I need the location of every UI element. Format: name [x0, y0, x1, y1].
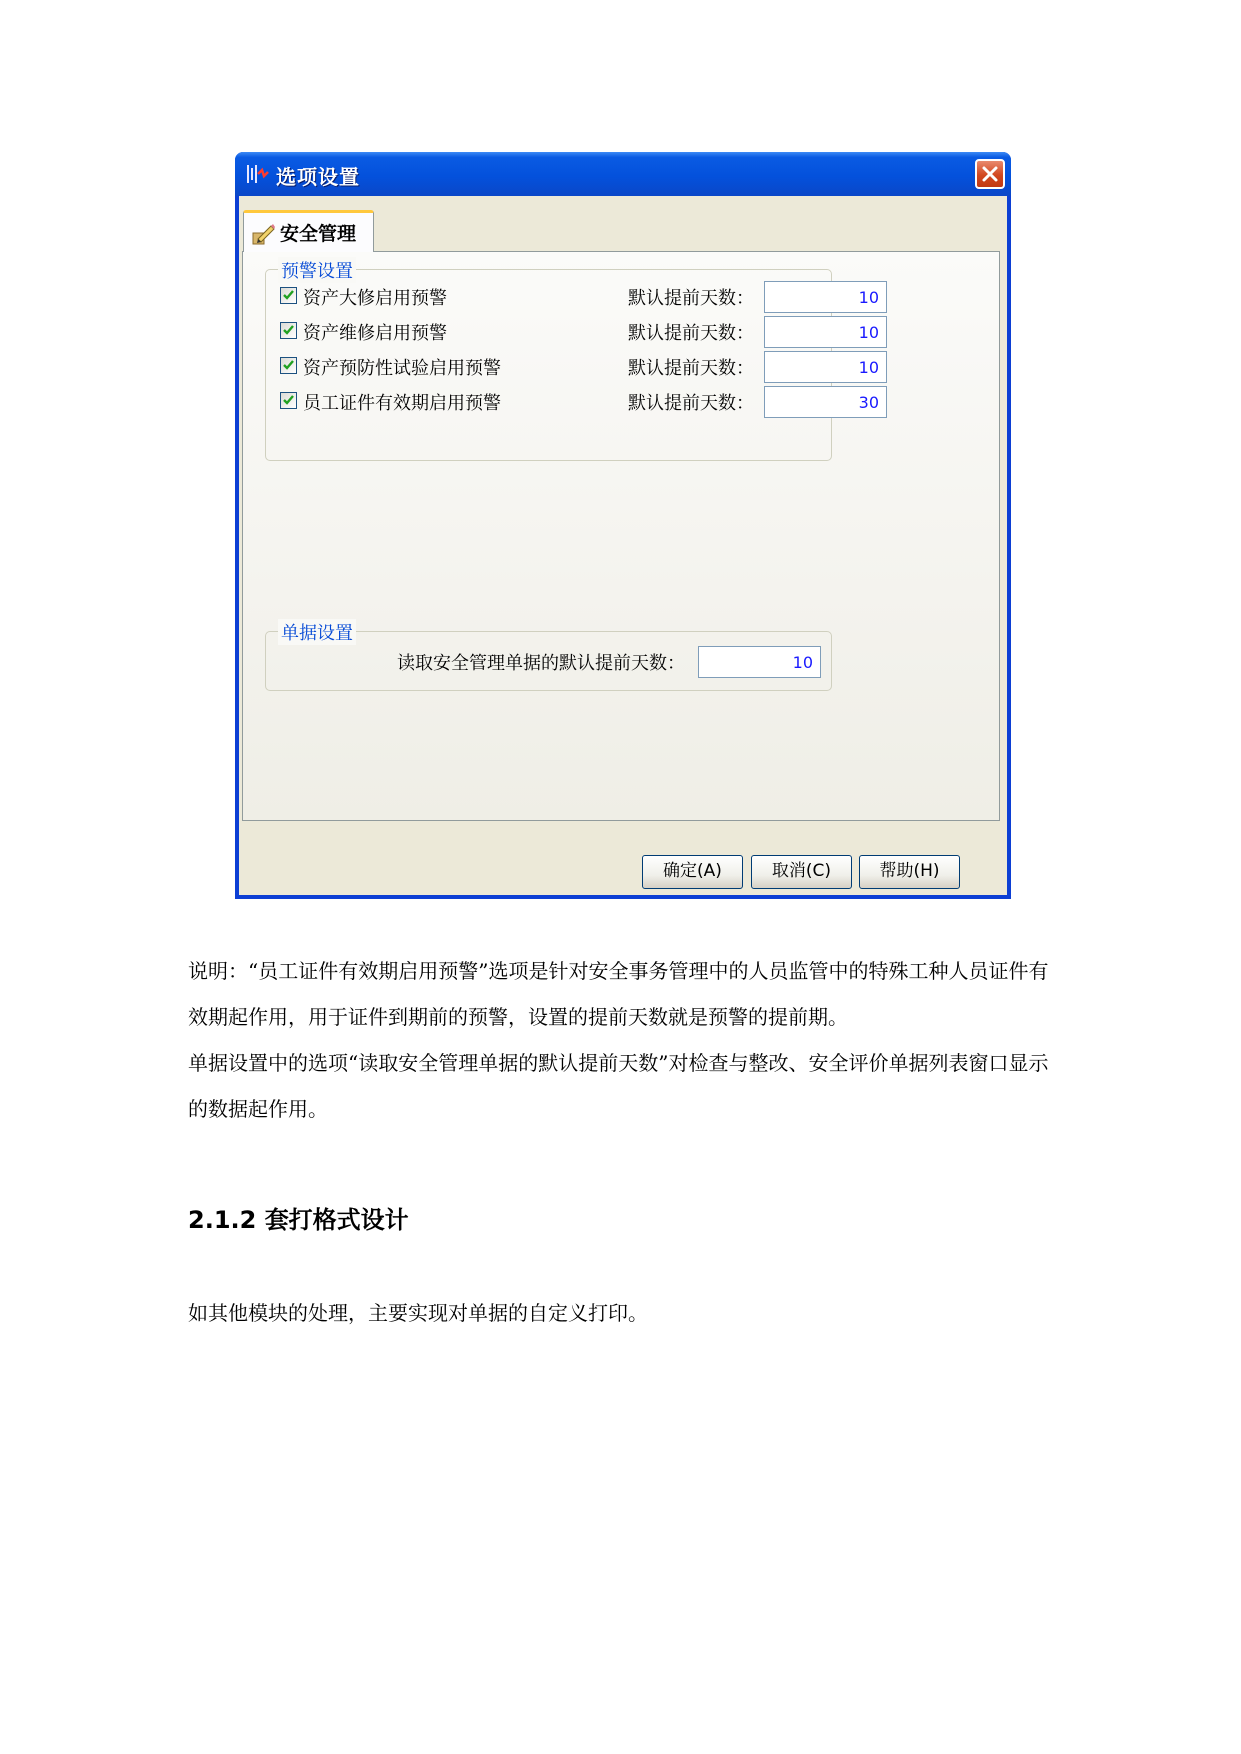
- options-dialog: [235, 152, 1011, 899]
- checkbox-preventive-test[interactable]: [280, 357, 297, 374]
- check-icon: [282, 359, 295, 372]
- section-heading: 2.1.2 套打格式设计: [188, 1206, 409, 1234]
- pencil-icon: [252, 221, 276, 245]
- ok-button[interactable]: 确定(A): [642, 855, 743, 889]
- days-input-asset-repair[interactable]: [764, 316, 887, 348]
- bill-settings-group: [265, 623, 832, 691]
- warning-row: [280, 281, 900, 311]
- check-icon: [282, 394, 295, 407]
- bill-days-input[interactable]: [698, 646, 821, 678]
- tab-label: 安全管理: [280, 223, 357, 245]
- close-button[interactable]: [975, 159, 1005, 189]
- warning-settings-group: [265, 261, 832, 461]
- group-title-warning: 预警设置: [278, 257, 356, 283]
- days-input-preventive-test[interactable]: [764, 351, 887, 383]
- check-icon: [282, 289, 295, 302]
- app-icon: [245, 163, 269, 185]
- print-format-paragraph: 如其他模块的处理，主要实现对单据的自定义打印。: [188, 1301, 648, 1325]
- bill-days-label: 读取安全管理单据的默认提前天数：: [397, 653, 685, 674]
- close-icon: [981, 165, 999, 183]
- warning-label: 资产大修启用预警: [303, 288, 447, 309]
- warning-row: [280, 386, 900, 416]
- checkbox-employee-certificate[interactable]: [280, 392, 297, 409]
- tab-safety-management[interactable]: [243, 210, 374, 252]
- default-days-label: 默认提前天数：: [628, 393, 754, 414]
- cancel-button[interactable]: 取消(C): [751, 855, 852, 889]
- dialog-body: [239, 196, 1007, 895]
- warning-row: [280, 351, 900, 381]
- dialog-title: 选项设置: [276, 165, 360, 189]
- warning-row: [280, 316, 900, 346]
- checkbox-asset-overhaul[interactable]: [280, 287, 297, 304]
- bill-setting-paragraph: 单据设置中的选项“读取安全管理单据的默认提前天数”对检查与整改、安全评价单据列表窗口显示的数据起作用。: [188, 1051, 1049, 1121]
- default-days-label: 默认提前天数：: [628, 323, 754, 344]
- default-days-label: 默认提前天数：: [628, 288, 754, 309]
- warning-label: 员工证件有效期启用预警: [303, 393, 501, 414]
- check-icon: [282, 324, 295, 337]
- warning-label: 资产预防性试验启用预警: [303, 358, 501, 379]
- days-input-employee-certificate[interactable]: [764, 386, 887, 418]
- title-bar[interactable]: [235, 152, 1011, 196]
- help-button[interactable]: 帮助(H): [859, 855, 960, 889]
- warning-label: 资产维修启用预警: [303, 323, 447, 344]
- tab-panel: [242, 251, 1000, 821]
- checkbox-asset-repair[interactable]: [280, 322, 297, 339]
- default-days-label: 默认提前天数：: [628, 358, 754, 379]
- group-title-bill: 单据设置: [278, 619, 356, 645]
- days-input-asset-overhaul[interactable]: [764, 281, 887, 313]
- note-paragraph: 说明：“员工证件有效期启用预警”选项是针对安全事务管理中的人员监管中的特殊工种人员证件有效期起作用，用于证件到期前的预警，设置的提前天数就是预警的提前期。: [188, 959, 1049, 1029]
